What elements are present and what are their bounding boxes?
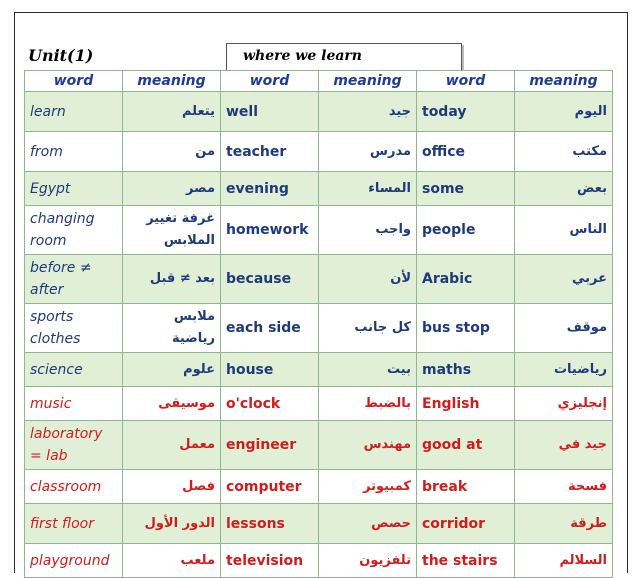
cell-meaning-2: المساء: [319, 172, 417, 206]
cell-meaning-3: بعض: [515, 172, 613, 206]
table-row: [25, 353, 613, 387]
vocabulary-table: [24, 70, 613, 578]
cell-word-2: homework: [221, 206, 319, 255]
table-row: [25, 421, 613, 470]
cell-word-3: bus stop: [417, 304, 515, 353]
header-meaning-3: meaning: [515, 71, 613, 92]
cell-word-2: television: [221, 544, 319, 578]
cell-word-1: playground: [25, 544, 123, 578]
cell-word-3: break: [417, 470, 515, 504]
table-row: [25, 544, 613, 578]
table-row: [25, 92, 613, 132]
cell-meaning-2: مدرس: [319, 132, 417, 172]
cell-meaning-3: عربي: [515, 255, 613, 304]
cell-meaning-1: علوم: [123, 353, 221, 387]
table-row: [25, 504, 613, 544]
cell-meaning-1: مصر: [123, 172, 221, 206]
cell-word-1: first floor: [25, 504, 123, 544]
cell-word-3: some: [417, 172, 515, 206]
cell-meaning-1: فصل: [123, 470, 221, 504]
cell-word-2: because: [221, 255, 319, 304]
cell-meaning-3: مكتب: [515, 132, 613, 172]
cell-word-2: evening: [221, 172, 319, 206]
cell-meaning-3: إنجليزي: [515, 387, 613, 421]
cell-meaning-2: مهندس: [319, 421, 417, 470]
cell-meaning-1: موسيقى: [123, 387, 221, 421]
lesson-title: where we learn: [243, 48, 362, 64]
cell-meaning-3: اليوم: [515, 92, 613, 132]
cell-meaning-1: ملعب: [123, 544, 221, 578]
cell-word-1: sports clothes: [25, 304, 123, 353]
cell-meaning-1: بعد ≠ قبل: [123, 255, 221, 304]
cell-word-3: the stairs: [417, 544, 515, 578]
cell-word-2: o'clock: [221, 387, 319, 421]
cell-meaning-2: كمبيوتر: [319, 470, 417, 504]
header-row: [25, 71, 613, 92]
cell-meaning-3: طرقة: [515, 504, 613, 544]
unit-label: Unit(1): [28, 46, 94, 65]
cell-word-2: engineer: [221, 421, 319, 470]
cell-meaning-2: حصص: [319, 504, 417, 544]
table-row: [25, 132, 613, 172]
cell-word-2: lessons: [221, 504, 319, 544]
cell-word-3: corridor: [417, 504, 515, 544]
table-row: [25, 206, 613, 255]
cell-word-1: classroom: [25, 470, 123, 504]
cell-meaning-2: كل جانب: [319, 304, 417, 353]
cell-word-3: people: [417, 206, 515, 255]
cell-meaning-1: يتعلم: [123, 92, 221, 132]
cell-word-3: good at: [417, 421, 515, 470]
cell-meaning-1: معمل: [123, 421, 221, 470]
header-word-3: word: [417, 71, 515, 92]
table-row: [25, 255, 613, 304]
cell-word-1: science: [25, 353, 123, 387]
vocabulary-body: [25, 92, 613, 578]
cell-meaning-2: بالضبط: [319, 387, 417, 421]
table-row: [25, 304, 613, 353]
cell-word-2: well: [221, 92, 319, 132]
cell-meaning-1: غرفة تغيير الملابس: [123, 206, 221, 255]
cell-meaning-3: جيد في: [515, 421, 613, 470]
cell-meaning-3: السلالم: [515, 544, 613, 578]
cell-word-1: changing room: [25, 206, 123, 255]
cell-meaning-3: رياضيات: [515, 353, 613, 387]
header-word-1: word: [25, 71, 123, 92]
cell-meaning-3: فسحة: [515, 470, 613, 504]
cell-word-1: laboratory = lab: [25, 421, 123, 470]
lesson-title-box: [226, 43, 462, 71]
cell-word-3: maths: [417, 353, 515, 387]
cell-word-2: teacher: [221, 132, 319, 172]
cell-word-3: English: [417, 387, 515, 421]
cell-meaning-2: لأن: [319, 255, 417, 304]
table-row: [25, 470, 613, 504]
cell-meaning-1: من: [123, 132, 221, 172]
header-meaning-2: meaning: [319, 71, 417, 92]
cell-word-2: computer: [221, 470, 319, 504]
cell-meaning-2: واجب: [319, 206, 417, 255]
table-row: [25, 172, 613, 206]
cell-meaning-2: جيد: [319, 92, 417, 132]
cell-meaning-1: الدور الأول: [123, 504, 221, 544]
cell-word-1: learn: [25, 92, 123, 132]
header-meaning-1: meaning: [123, 71, 221, 92]
cell-meaning-3: موقف: [515, 304, 613, 353]
header-word-2: word: [221, 71, 319, 92]
cell-word-3: Arabic: [417, 255, 515, 304]
cell-word-3: office: [417, 132, 515, 172]
cell-word-3: today: [417, 92, 515, 132]
cell-word-2: house: [221, 353, 319, 387]
cell-word-2: each side: [221, 304, 319, 353]
cell-meaning-2: تلفزيون: [319, 544, 417, 578]
cell-meaning-1: ملابس رياضية: [123, 304, 221, 353]
cell-word-1: before ≠ after: [25, 255, 123, 304]
table-row: [25, 387, 613, 421]
cell-meaning-3: الناس: [515, 206, 613, 255]
cell-meaning-2: بيت: [319, 353, 417, 387]
cell-word-1: from: [25, 132, 123, 172]
cell-word-1: Egypt: [25, 172, 123, 206]
cell-word-1: music: [25, 387, 123, 421]
